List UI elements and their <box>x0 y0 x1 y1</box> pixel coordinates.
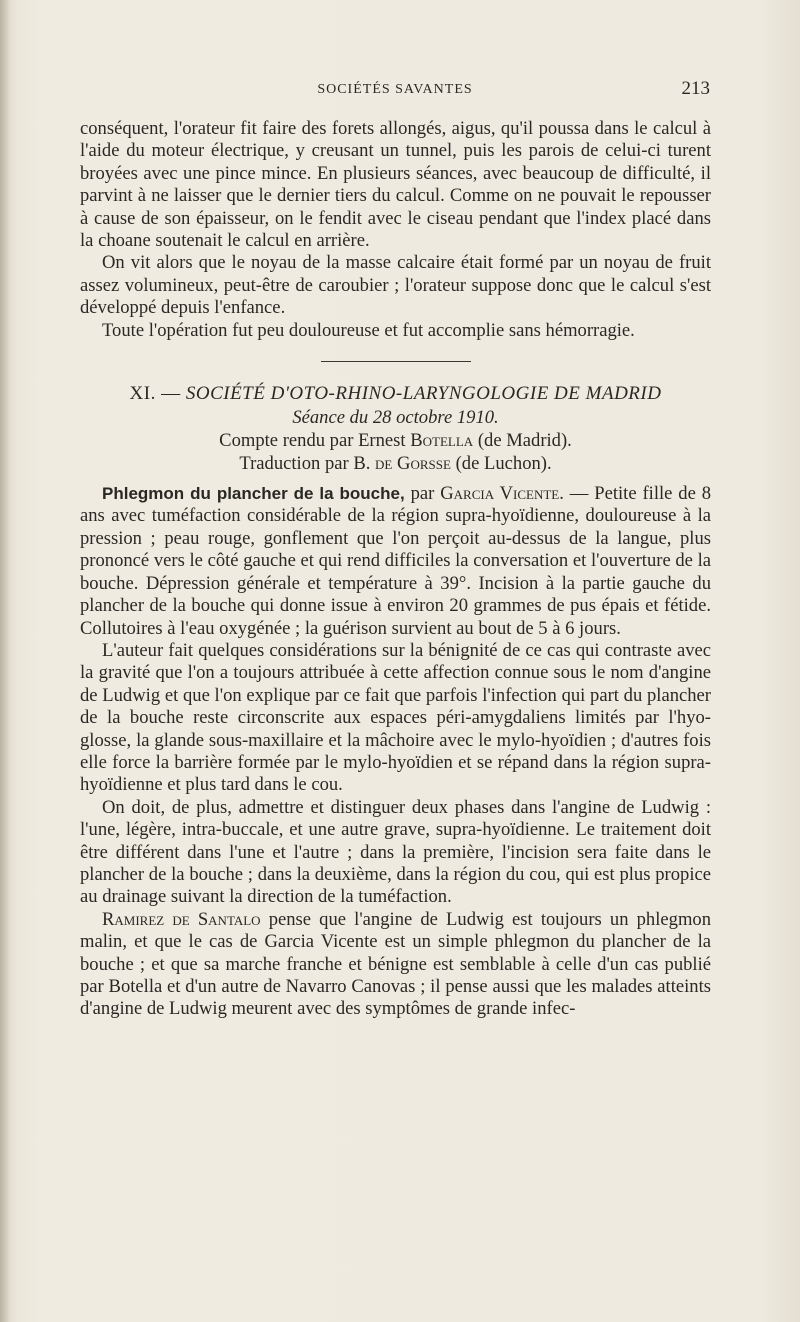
article-paragraph-2: L'auteur fait quelques considérations sur la bénignité de ce cas qui contraste avec la gravité que l'on a toujours attribuée à cette affection connue sous le nom d'angine de Ludwig et que l'on explique par ce fait que parfois l'infection qui part du plancher de la bouche reste circonscrite aux espaces péri-amygdaliens limités par l'hyo-glosse, la glande sous-maxillaire et la mâchoire avec le mylo-hyoïdien ; d'autres fois elle force la barrière formée par le mylo-hyoïdien et se répand dans la région supra-hyoïdienne et plus tard dans le cou. <box>80 639 711 796</box>
article-body-1: . — Petite fille de 8 ans avec tuméfaction considérable de la région supra-hyoïdienne, douloureuse à la pression ; peau rouge, gonflement que l'on perçoit au-dessus de la langue, plus prononcé vers le côté gauche et qui rend difficiles la conversation et l'ouverture de la bouche. Dépression générale et température à 39°. Incision à la partie gauche du plancher de la bouche qui donne issue à environ 20 grammes de pus épais et fétide. Collutoires à l'eau oxygénée ; la guérison survient au bout de 5 à 6 jours. <box>80 483 711 639</box>
spacer <box>80 475 711 483</box>
article-paragraph-4 <box>80 909 711 1021</box>
translation-prefix: Traduction par B. <box>239 453 371 475</box>
report-suffix: (de Madrid). <box>477 430 572 452</box>
report-author: Botella <box>410 430 474 452</box>
article-author: Garcia Vicente <box>440 483 560 505</box>
section-heading <box>80 382 711 406</box>
page-number: 213 <box>681 78 710 99</box>
article-title: Phlegmon du plancher de la bouche, <box>102 484 405 504</box>
article-paragraph-1 <box>80 483 711 640</box>
article-by: par <box>410 483 435 505</box>
running-head <box>80 78 710 104</box>
page-edge-shadow <box>0 0 10 1322</box>
body-text <box>80 118 711 1021</box>
intro-paragraph-1: conséquent, l'orateur fit faire des forets allongés, aigus, qu'il poussa dans le calcul à l'aide du moteur électrique, y creusant un tunnel, puis les parois de celui-ci turent broyées avec une pince mince. En plusieurs séances, avec beaucoup de difficulté, il parvint à ne laisser que le dernier tiers du calcul. Comme on ne pouvait le repousser à cause de son épaisseur, on le fendit avec le ciseau pendant que l'index placé dans la choane soutenait le calcul en arrière. <box>80 118 711 252</box>
running-title: SOCIÉTÉS SAVANTES <box>317 82 473 97</box>
section-divider <box>321 361 471 362</box>
report-prefix: Compte rendu par Ernest <box>219 430 406 452</box>
intro-paragraph-2: On vit alors que le noyau de la masse calcaire était formé par un noyau de fruit assez volumineux, peut-être de caroubier ; l'orateur suppose donc que le calcul s'est développé depuis l'enfance. <box>80 252 711 319</box>
discussant-name: Ramirez de Santalo <box>102 908 261 930</box>
article-paragraph-3: On doit, de plus, admettre et distinguer deux phases dans l'angine de Ludwig : l'une, légère, intra-buccale, et une autre grave, supra-hyoïdienne. Le traitement doit être différent dans l'une et l'autre ; dans la première, l'incision sera faite dans le plancher de la bouche ; dans la deuxième, dans la région du cou, qui est plus propice au drainage suivant la direction de la tuméfaction. <box>80 796 711 908</box>
section-title: SOCIÉTÉ D'OTO-RHINO-LARYNGOLOGIE DE MADRID <box>185 383 662 405</box>
seance-date: Séance du 28 octobre 1910. <box>292 407 499 429</box>
article-body-4: pense que l'angine de Ludwig est toujours un phlegmon malin, et que le cas de Garcia Vicente est un simple phlegmon du plancher de la bouche ; et que sa marche franche et bénigne est semblable à celle d'un cas publié par Botella et d'un autre de Navarro Canovas ; il pense aussi que les malades atteints d'angine de Ludwig meurent avec des symptômes de grande infec- <box>80 908 711 1020</box>
intro-paragraph-3: Toute l'opération fut peu douloureuse et fut accomplie sans hémorragie. <box>102 319 635 341</box>
section-number: XI. — <box>129 383 181 405</box>
report-credit <box>80 429 711 452</box>
translation-credit <box>80 452 711 475</box>
translation-author: Gorsse <box>397 453 451 475</box>
translation-suffix: (de Luchon). <box>455 453 552 475</box>
translation-particle: de <box>375 453 393 475</box>
